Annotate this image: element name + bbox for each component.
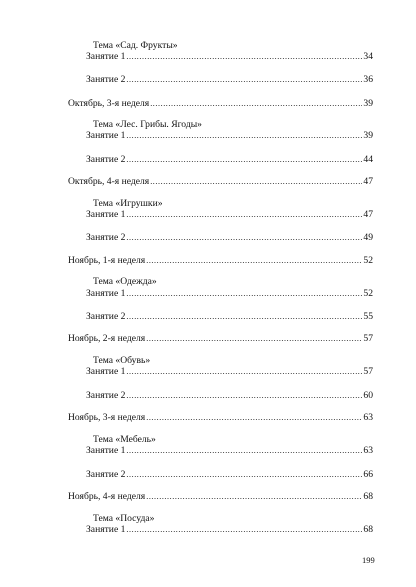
toc-entry-lesson[interactable]: [86, 524, 373, 535]
toc-theme-title: Тема «Посуда»: [93, 513, 155, 524]
dot-leader: [146, 491, 362, 502]
toc-entry-label: Октябрь, 4-я неделя: [68, 176, 150, 187]
toc-page-ref: 57: [363, 333, 373, 344]
toc-entry-label: Октябрь, 3-я неделя: [68, 98, 150, 109]
toc-entry-lesson[interactable]: [86, 209, 373, 220]
toc-page-ref: 39: [363, 98, 373, 109]
dot-leader: [126, 445, 362, 456]
dot-leader: [146, 255, 362, 266]
toc-page-ref: 49: [363, 232, 373, 243]
toc-entry-lesson[interactable]: [86, 469, 373, 480]
dot-leader: [126, 390, 362, 401]
toc-entry-week[interactable]: [68, 333, 373, 344]
dot-leader: [126, 524, 362, 535]
toc-entry-label: Занятие 1: [86, 288, 126, 299]
toc-entry-label: Занятие 1: [86, 51, 126, 62]
toc-theme-title: Тема «Одежда»: [93, 276, 157, 287]
toc-page-ref: 63: [363, 412, 373, 423]
toc-theme-title: Тема «Обувь»: [93, 355, 151, 366]
toc-entry-label: Занятие 1: [86, 130, 126, 141]
toc-entry-label: Занятие 1: [86, 524, 126, 535]
dot-leader: [126, 51, 362, 62]
toc-entry-lesson[interactable]: [86, 74, 373, 85]
toc-entry-lesson[interactable]: [86, 232, 373, 243]
toc-page-ref: 68: [363, 524, 373, 535]
toc-page-ref: 47: [363, 176, 373, 187]
toc-theme-title: Тема «Игрушки»: [93, 198, 163, 209]
dot-leader: [150, 176, 362, 187]
toc-theme-title: Тема «Мебель»: [93, 434, 156, 445]
dot-leader: [126, 469, 362, 480]
toc-entry-label: Занятие 1: [86, 366, 126, 377]
toc-entry-label: Занятие 2: [86, 390, 126, 401]
toc-entry-lesson[interactable]: [86, 51, 373, 62]
toc-page-ref: 55: [363, 311, 373, 322]
toc-entry-lesson[interactable]: [86, 366, 373, 377]
toc-page-ref: 52: [363, 255, 373, 266]
toc-entry-week[interactable]: [68, 176, 373, 187]
toc-entry-label: Занятие 1: [86, 445, 126, 456]
dot-leader: [126, 209, 362, 220]
dot-leader: [126, 232, 362, 243]
toc-entry-label: Занятие 2: [86, 469, 126, 480]
toc-entry-week[interactable]: [68, 255, 373, 266]
toc-page-ref: 52: [363, 288, 373, 299]
toc-theme-title: Тема «Сад. Фрукты»: [93, 40, 178, 51]
toc-entry-label: Ноябрь, 2-я неделя: [68, 333, 146, 344]
toc-entry-lesson[interactable]: [86, 288, 373, 299]
toc-entry-label: Занятие 2: [86, 311, 126, 322]
toc-entry-label: Занятие 1: [86, 209, 126, 220]
toc-page-ref: 44: [363, 154, 373, 165]
dot-leader: [126, 154, 362, 165]
dot-leader: [126, 130, 362, 141]
toc-entry-week[interactable]: [68, 491, 373, 502]
toc-page-ref: 36: [363, 74, 373, 85]
dot-leader: [146, 333, 362, 344]
dot-leader: [146, 412, 362, 423]
toc-page-ref: 66: [363, 469, 373, 480]
dot-leader: [126, 366, 362, 377]
toc-entry-label: Занятие 2: [86, 74, 126, 85]
page-number: 199: [362, 555, 375, 565]
toc-page-ref: 63: [363, 445, 373, 456]
toc-entry-label: Ноябрь, 4-я неделя: [68, 491, 146, 502]
toc-page-ref: 39: [363, 130, 373, 141]
toc-entry-label: Занятие 2: [86, 154, 126, 165]
dot-leader: [126, 74, 362, 85]
toc-page-ref: 47: [363, 209, 373, 220]
toc-entry-lesson[interactable]: [86, 130, 373, 141]
toc-entry-label: Ноябрь, 3-я неделя: [68, 412, 146, 423]
toc-page-ref: 68: [363, 491, 373, 502]
toc-entry-week[interactable]: [68, 412, 373, 423]
toc-entry-lesson[interactable]: [86, 390, 373, 401]
dot-leader: [126, 311, 362, 322]
dot-leader: [150, 98, 362, 109]
toc-entry-lesson[interactable]: [86, 445, 373, 456]
toc-page-ref: 34: [363, 51, 373, 62]
toc-entry-lesson[interactable]: [86, 311, 373, 322]
toc-page-ref: 60: [363, 390, 373, 401]
toc-entry-label: Занятие 2: [86, 232, 126, 243]
toc-page-ref: 57: [363, 366, 373, 377]
toc-theme-title: Тема «Лес. Грибы. Ягоды»: [93, 119, 202, 130]
toc-entry-week[interactable]: [68, 98, 373, 109]
dot-leader: [126, 288, 362, 299]
toc-entry-label: Ноябрь, 1-я неделя: [68, 255, 146, 266]
toc-entry-lesson[interactable]: [86, 154, 373, 165]
